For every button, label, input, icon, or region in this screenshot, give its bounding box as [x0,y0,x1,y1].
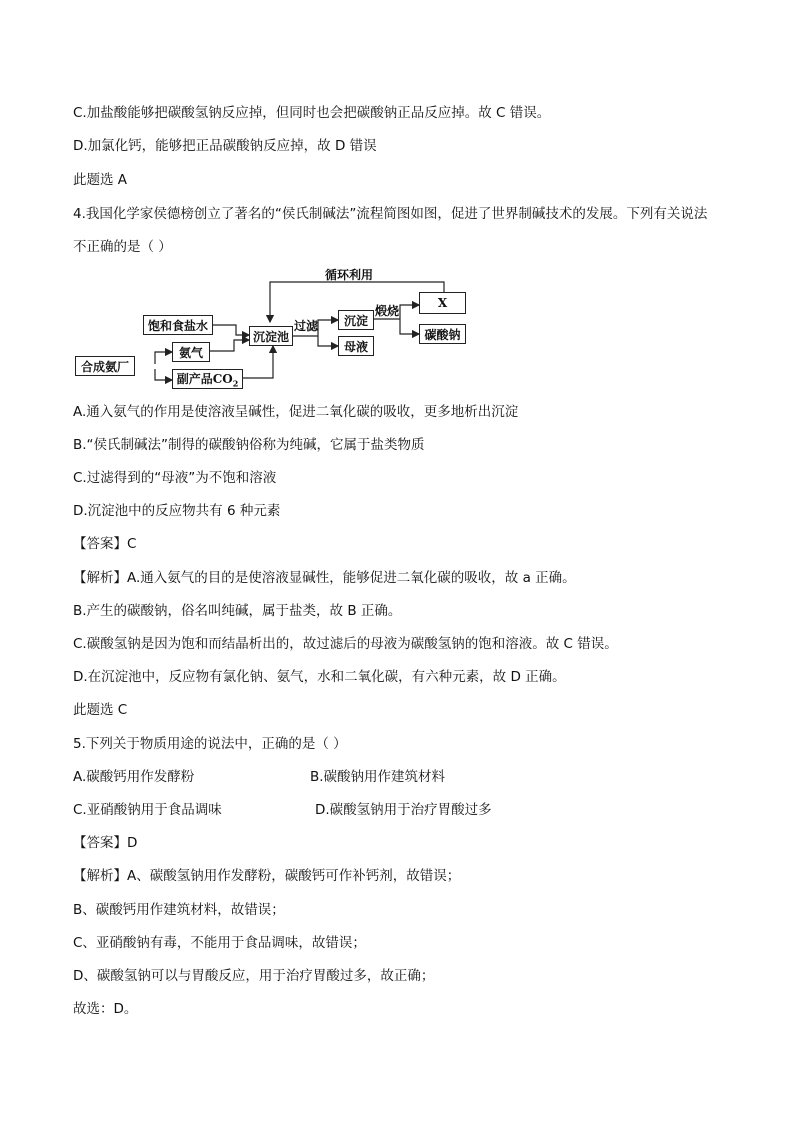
q4-answer: 【答案】C [73,536,137,552]
text-line-d-cacl2: D.加氯化钙，能够把正品碳酸钠反应掉，故 D 错误 [73,138,377,154]
q5-option-a: A.碳酸钙用作发酵粉 [73,769,195,785]
x-box [419,292,466,314]
brine-label: 饱和食盐水 [147,318,208,333]
q5-explanation-a: 【解析】A、碳酸氢钠用作发酵粉，碳酸钙可作补钙剂，故错误； [73,868,461,884]
byproduct-main: 副产品CO [176,371,233,386]
filter-label: 过滤 [294,319,319,333]
q4-explanation-c: C.碳酸氢钠是因为饱和而结晶析出的，故过滤后的母液为碳酸氢钠的饱和溶液。故 C 错误。 [73,636,618,652]
byproduct-subscript: 2 [232,378,239,389]
q5-explanation-c: C、亚硝酸钠有毒，不能用于食品调味，故错误； [73,935,366,951]
mother-liquor-box [338,336,374,356]
text-line-c-hcl: C.加盐酸能够把碳酸氢钠反应掉，但同时也会把碳酸钠正品反应掉。故 C 错误。 [73,105,551,121]
question-4-stem: 4.我国化学家侯德榜创立了著名的“侯氏制碱法”流程简图如图，促进了世界制碱技术的发展。下列有关说法 [73,206,708,222]
question-4-stem-cont: 不正确的是（ ） [73,239,172,255]
q5-answer: 【答案】D [73,835,138,851]
mother-liquor-label: 母液 [343,339,368,354]
q5-option-c: C.亚硝酸钠用于食品调味 [73,802,222,818]
ammonia-plant-label: 合成氨厂 [80,359,129,374]
question-5-stem: 5.下列关于物质用途的说法中，正确的是（ ） [73,736,347,752]
q5-answer-summary: 故选：D。 [73,1001,138,1017]
byproduct-label [177,370,239,388]
flowchart-arrows [0,0,794,400]
q4-answer-summary: 此题选 C [73,702,128,718]
q4-option-b: B.“侯氏制碱法”制得的碳酸钠俗称为纯碱，它属于盐类物质 [73,437,425,453]
q5-option-d: D.碳酸氢钠用于治疗胃酸过多 [315,802,492,818]
q5-option-b: B.碳酸钠用作建筑材料 [310,769,446,785]
q4-explanation-a: 【解析】A.通入氨气的目的是使溶液显碱性，能够促进二氧化碳的吸收，故 a 正确。 [73,570,576,586]
soda-label: 碳酸钠 [424,327,461,342]
ammonia-plant-box [75,356,135,376]
ammonia-label: 氨气 [178,345,203,360]
q4-option-d: D.沉淀池中的反应物共有 6 种元素 [73,503,281,519]
soda-box [419,324,466,344]
recycle-label: 循环利用 [325,268,374,282]
answer-summary-3: 此题选 A [73,172,128,188]
settling-tank-label: 沉淀池 [252,329,289,344]
q4-option-c: C.过滤得到的“母液”为不饱和溶液 [73,470,277,486]
q4-option-a: A.通入氨气的作用是使溶液呈碱性，促进二氧化碳的吸收，更多地析出沉淀 [73,404,519,420]
precipitate-label: 沉淀 [343,313,368,328]
calcine-label: 煅烧 [375,304,400,318]
settling-tank-box [249,326,293,346]
ammonia-box [172,342,210,362]
q5-explanation-d: D、碳酸氢钠可以与胃酸反应，用于治疗胃酸过多，故正确； [73,968,435,984]
brine-box [143,315,213,335]
precipitate-box [338,310,374,330]
q4-explanation-d: D.在沉淀池中，反应物有氯化钠、氨气，水和二氧化碳，有六种元素，故 D 正确。 [73,669,566,685]
byproduct-co2-box [172,369,243,389]
q4-explanation-b: B.产生的碳酸钠，俗名叫纯碱，属于盐类，故 B 正确。 [73,603,402,619]
q5-explanation-b: B、碳酸钙用作建筑材料，故错误； [73,902,285,918]
x-label: X [437,296,448,310]
